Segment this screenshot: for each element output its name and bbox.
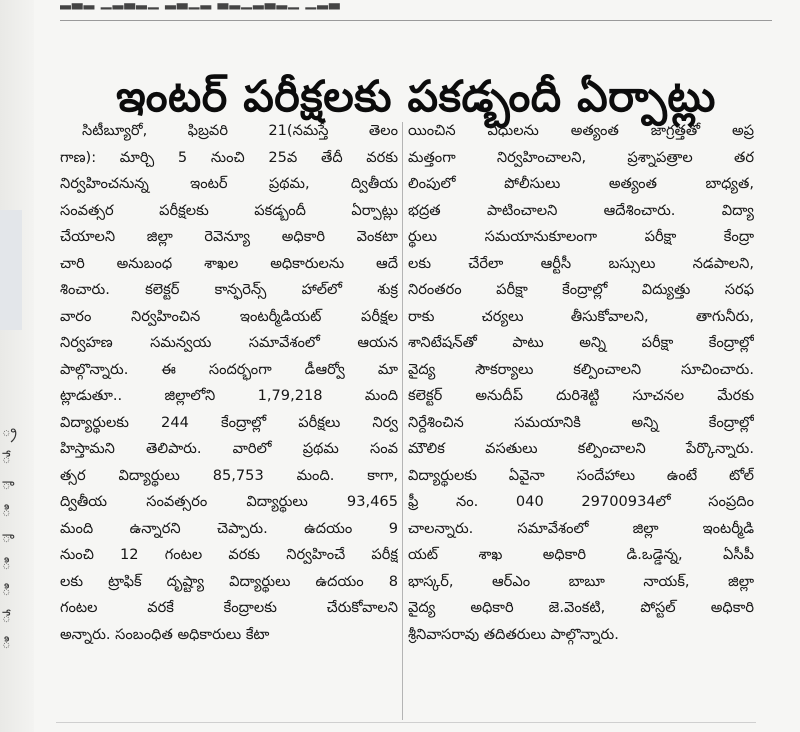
article-line: ఫ్రీ నం. 040 29700934లో సంప్రదిం [408,493,754,510]
article-line: చేయాలని జిల్లా రెవెన్యూ అధికారి వెంకటా [60,228,398,245]
article-line: యించిన విధులను అత్యంత జాగ్రత్తతో అప్ర [408,122,754,139]
article-line: వైద్య అధికారి జె.వెంకటి, పోస్టల్ అధికారి [408,599,754,616]
article-line: గాణ): మార్చి 5 నుంచి 25వ తేదీ వరకు [60,148,398,166]
article-line: లకు చేరేలా ఆర్టీసీ బస్సులు నడపాలని, [408,254,754,272]
article-line: లకు ట్రాఫిక్ దృష్ట్యా విద్యార్థులు ఉదయం 8 [60,572,398,590]
article-line: నిర్వహించనున్న ఇంటర్ ప్రథమ, ద్వితీయ [60,175,398,192]
article-line: భాస్కర్, ఆర్ఎం బాబూ నాయక్, జిల్లా [408,572,754,590]
article-line: ట్లాడుతూ.. జిల్లాలోని 1,79,218 మంది [60,387,398,404]
article-line: గంటల వరకే కేంద్రాలకు చేరుకోవాలని [60,599,398,616]
column-divider [402,122,403,720]
previous-article-cutoff: ▂▃▂ ▁▂▃▂▁ ▂▃▁▂ ▃▂▁▂▃▂▁ ▁▂▃ [60,0,341,10]
article-line: మౌలిక వసతులు కల్పించాలని పేర్కొన్నారు. [408,440,754,457]
article-line: సంవత్సర పరీక్షలకు పకడ్బందీ ఏర్పాట్లు [60,201,398,219]
article-line: భద్రత పాటించాలని ఆదేశించారు. విద్యా [408,201,754,219]
article-line: రాకు చర్యలు తీసుకోవాలని, తాగునీరు, [408,307,754,325]
adjacent-photo-edge [0,210,22,330]
article-line: శించారు. కలెక్టర్ కాన్ఫరెన్స్ హాల్‌లో శుక్ర [60,281,398,298]
article-line: చాలన్నారు. సమావేశంలో జిల్లా ఇంటర్మీడి [408,519,754,537]
article-line: హిస్తామని తెలిపారు. వారిలో ప్రథమ సంవ [60,440,398,457]
article-line: మత్తంగా నిర్వహించాలని, ప్రశ్నాపత్రాల తర [408,148,754,166]
headline: ఇంటర్ పరీక్షలకు పకడ్బందీ ఏర్పాట్లు [116,71,716,122]
article-line: వారం నిర్వహించిన ఇంటర్మీడియట్ పరీక్షల [60,307,398,325]
article-line: ర్థులు సమయానుకూలంగా పరీక్షా కేంద్రా [408,228,754,245]
top-rule [60,20,772,21]
article-line: కలెక్టర్ అనుదీప్ దురిశెట్టి సూచనల మేరకు [408,387,754,404]
adjacent-text-fragments: ్ర ే ా ి ా ి ి ే ి [2,422,17,652]
article-line: త్సర విద్యార్థులు 85,753 మంది. కాగా, [60,466,398,484]
article-line: విద్యార్థులకు ఏవైనా సందేహాలు ఉంటే టోల్ [408,466,754,484]
article-line: నుంచి 12 గంటల వరకు నిర్వహించే పరీక్ష [60,546,398,563]
article-line: పాల్గొన్నారు. ఈ సందర్భంగా డీఆర్వో మా [60,360,398,378]
article-column-left [60,118,398,718]
article-line: మంది ఉన్నారని చెప్పారు. ఉదయం 9 [60,519,398,537]
article-line: ద్వితీయ సంవత్సరం విద్యార్థులు 93,465 [60,493,398,510]
article-column-right [408,118,754,718]
adjacent-article-edge [0,0,34,732]
article-line: అన్నారు. సంబంధిత అధికారులు కేటా [60,625,270,643]
article-line: యట్ శాఖ అధికారి డి.ఒడ్డెన్న, ఏసీపీ [408,546,754,563]
article-line: సిటీబ్యూరో, ఫిబ్రవరి 21(నమస్తే తెలం [82,122,398,139]
article-line: నిరంతరం పరీక్షా కేంద్రాల్లో విద్యుత్తు సరఫ [408,281,754,298]
article-line: నిర్వహణ సమన్వయ సమావేశంలో ఆయన [60,334,398,351]
article-line: శ్రీనివాసరావు తదితరులు పాల్గొన్నారు. [408,625,619,643]
article-line: చారి అనుబంధ శాఖల అధికారులను ఆదే [60,254,398,272]
bottom-rule [56,722,756,723]
article-line: నిర్దేశించిన సమయానికి అన్ని కేంద్రాల్లో [408,413,754,431]
article-line: లింపులో పోలీసులు అత్యంత బాధ్యత, [408,175,754,192]
article-line: శానిటేషన్‌తో పాటు అన్ని పరీక్షా కేంద్రాల్లో [408,334,754,351]
article-line: వైద్య సౌకర్యాలు కల్పించాలని సూచించారు. [408,360,754,378]
article-line: విద్యార్థులకు 244 కేంద్రాల్లో పరీక్షలు నిర్వ [60,413,398,431]
